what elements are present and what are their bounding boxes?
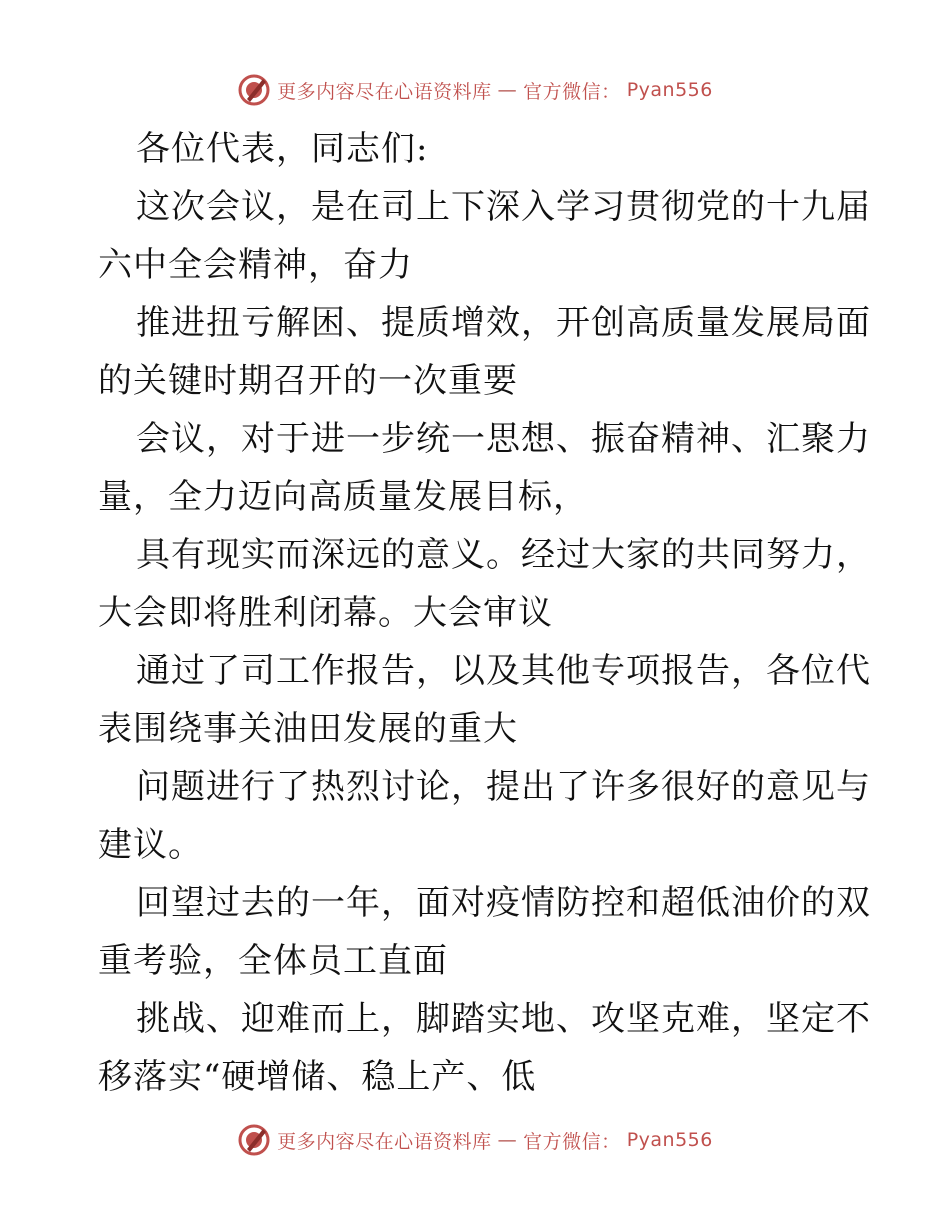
text-line: 挑战、迎难而上，脚踏实地、攻坚克难，坚定不 [136,999,871,1039]
watermark-separator: — [497,79,518,101]
pen-seal-icon [237,73,271,107]
footer-watermark [0,1120,950,1160]
text-line: 建议。 [98,825,203,865]
watermark-text: 更多内容尽在心语资料库 [277,80,492,103]
text-line: 这次会议，是在司上下深入学习贯彻党的十九届 [136,187,871,227]
text-line: 问题进行了热烈讨论，提出了许多很好的意见与 [136,767,871,807]
text-line: 推进扭亏解困、提质增效，开创高质量发展局面 [136,303,871,343]
text-line: 六中全会精神，奋力 [98,245,413,285]
watermark-contact-label: 官方微信： [523,80,621,103]
watermark-wechat-id: Pyan556 [626,1129,713,1151]
watermark-separator: — [497,1129,518,1151]
document-body [98,120,871,1106]
text-line: 移落实“硬增储、稳上产、低 [98,1057,537,1097]
text-line: 大会即将胜利闭幕。大会审议 [98,593,553,633]
pen-seal-icon [237,1123,271,1157]
text-line: 量，全力迈向高质量发展目标， [98,477,588,517]
watermark-text: 更多内容尽在心语资料库 [277,1130,492,1153]
text-line: 会议，对于进一步统一思想、振奋精神、汇聚力 [136,419,871,459]
text-line: 重考验，全体员工直面 [98,941,448,981]
text-line: 各位代表，同志们: [136,129,429,169]
text-line: 具有现实而深远的意义。经过大家的共同努力， [136,535,871,575]
text-line: 回望过去的一年，面对疫情防控和超低油价的双 [136,883,871,923]
header-watermark [0,70,950,110]
watermark-contact-label: 官方微信： [523,1130,621,1153]
watermark-wechat-id: Pyan556 [626,79,713,101]
text-line: 通过了司工作报告，以及其他专项报告，各位代 [136,651,871,691]
text-line: 表围绕事关油田发展的重大 [98,709,518,749]
text-line: 的关键时期召开的一次重要 [98,361,518,401]
